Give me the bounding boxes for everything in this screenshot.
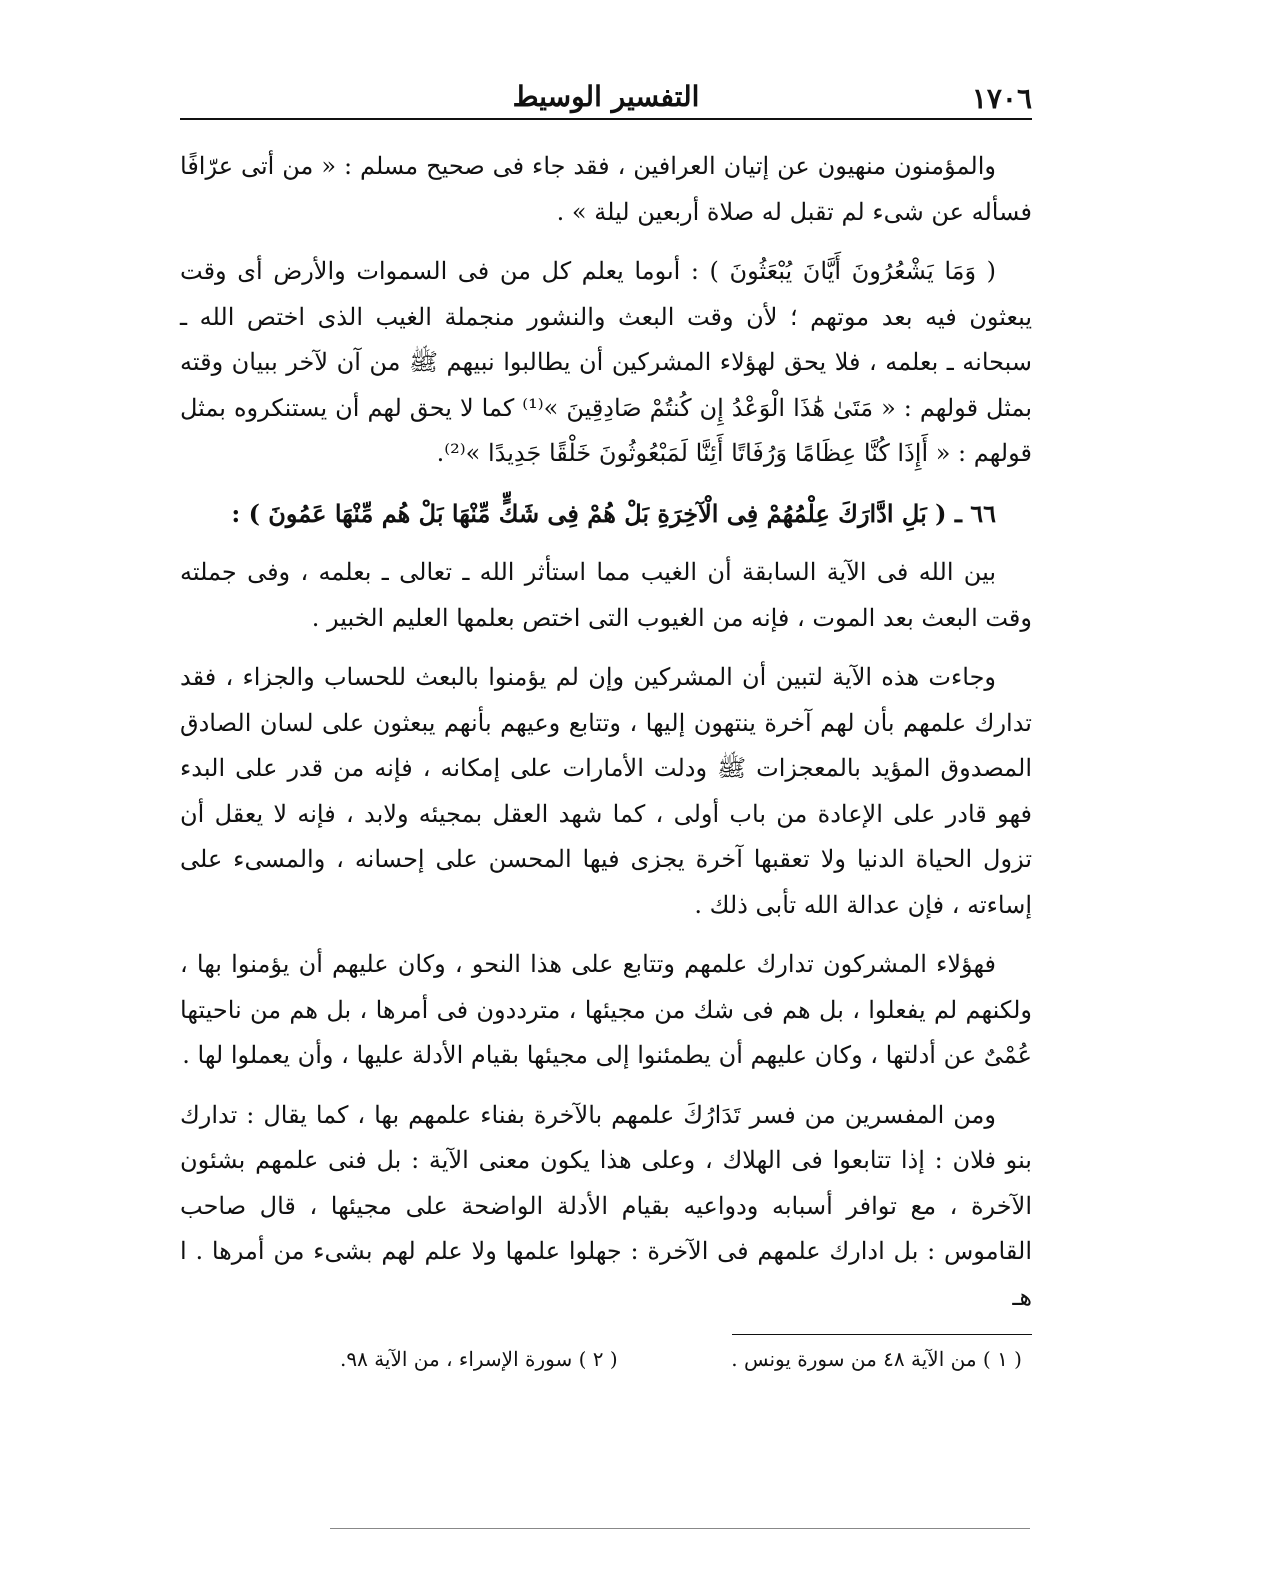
verse-heading: ٦٦ ـ ( بَلِ ادَّارَكَ عِلْمُهُمْ فِى الْآخِرَةِ بَلْ هُمْ فِى شَكٍّ مِّنْهَا بَلْ هُم مِّنْهَا عَمُونَ ) : (231, 498, 996, 528)
page-bottom-line (330, 1528, 1030, 1529)
paragraph-4: وجاءت هذه الآية لتبين أن المشركين وإن لم يؤمنوا بالبعث للحساب والجزاء ، فقد تدارك علمهم بأن لهم آخرة ينتهون إليها ، وتتابع وعيهم بأنهم يبعثون على لسان الصادق المصدوق المؤيد بالمعجزات ﷺ ودلت الأمارات على إمكانه ، فإنه من قدر على البدء فهو قادر على الإعادة من باب أولى ، كما شهد العقل بمجيئه ولابد ، فإنه لا يعقل أن تزول الحياة الدنيا ولا تعقبها آخرة يجزى فيها المحسن على إحسانه ، والمسىء على إساءته ، فإن عدالة الله تأبى ذلك . (180, 663, 1032, 919)
running-header (180, 70, 1032, 120)
footnotes (180, 1335, 1032, 1371)
book-page (180, 70, 1032, 1371)
book-title: التفسير الوسيط (512, 80, 700, 113)
paragraph-1: والمؤمنون منهيون عن إتيان العرافين ، فقد جاء فى صحيح مسلم : « من أتى عرّافًا فسأله عن شىء لم تقبل له صلاة أربعين ليلة » . (180, 152, 1032, 226)
paragraph-3: بين الله فى الآية السابقة أن الغيب مما استأثر الله ـ تعالى ـ بعلمه ، وفى جملته وقت البعث بعد الموت ، فإنه من الغيوب التى اختص بعلمها العليم الخبير . (180, 558, 1032, 632)
page-number: ١٧٠٦ (971, 82, 1032, 115)
body-text (180, 144, 1032, 1320)
paragraph-6: ومن المفسرين من فسر تَدَارُكَ علمهم بالآخرة بفناء علمهم بها ، كما يقال : تدارك بنو فلان : إذا تتابعوا فى الهلاك ، وعلى هذا يكون معنى الآية : بل فنى علمهم بشئون الآخرة ، مع توافر أسبابه ودواعيه بقيام الأدلة الواضحة على مجيئها ، قال صاحب القاموس : بل ادارك علمهم فى الآخرة : جهلوا علمها ولا علم لهم بشىء من أمرها . ا هـ (180, 1100, 1032, 1311)
paragraph-2: ( وَمَا يَشْعُرُونَ أَيَّانَ يُبْعَثُونَ ) : أىوما يعلم كل من فى السموات والأرض أى وقت يبعثون فيه بعد موتهم ؛ لأن وقت البعث والنشور منجملة الغيب الذى اختص الله ـ سبحانه ـ بعلمه ، فلا يحق لهؤلاء المشركين أن يطالبوا نبيهم ﷺ من آن لآخر ببيان وقته بمثل قولهم : « مَتَىٰ هَٰذَا الْوَعْدُ إِن كُنتُمْ صَادِقِينَ »⁽¹⁾ كما لا يحق لهم أن يستنكروه بمثل قولهم : « أَإِذَا كُنَّا عِظَامًا وَرُفَاتًا أَئِنَّا لَمَبْعُوثُونَ خَلْقًا جَدِيدًا »⁽²⁾. (180, 257, 1032, 467)
footnote-1: ( ١ ) من الآية ٤٨ من سورة يونس . (731, 1347, 1022, 1371)
paragraph-5: فهؤلاء المشركون تدارك علمهم وتتابع على هذا النحو ، وكان عليهم أن يؤمنوا بها ، ولكنهم لم يفعلوا ، بل هم فى شك من مجيئها ، مترددون فى أمرها ، بل هم من ناحيتها عُمْىٌ عن أدلتها ، وكان عليهم أن يطمئنوا إلى مجيئها بقيام الأدلة عليها ، وأن يعملوا لها . (180, 950, 1032, 1069)
footnote-2: ( ٢ ) سورة الإسراء ، من الآية ٩٨. (340, 1347, 618, 1371)
